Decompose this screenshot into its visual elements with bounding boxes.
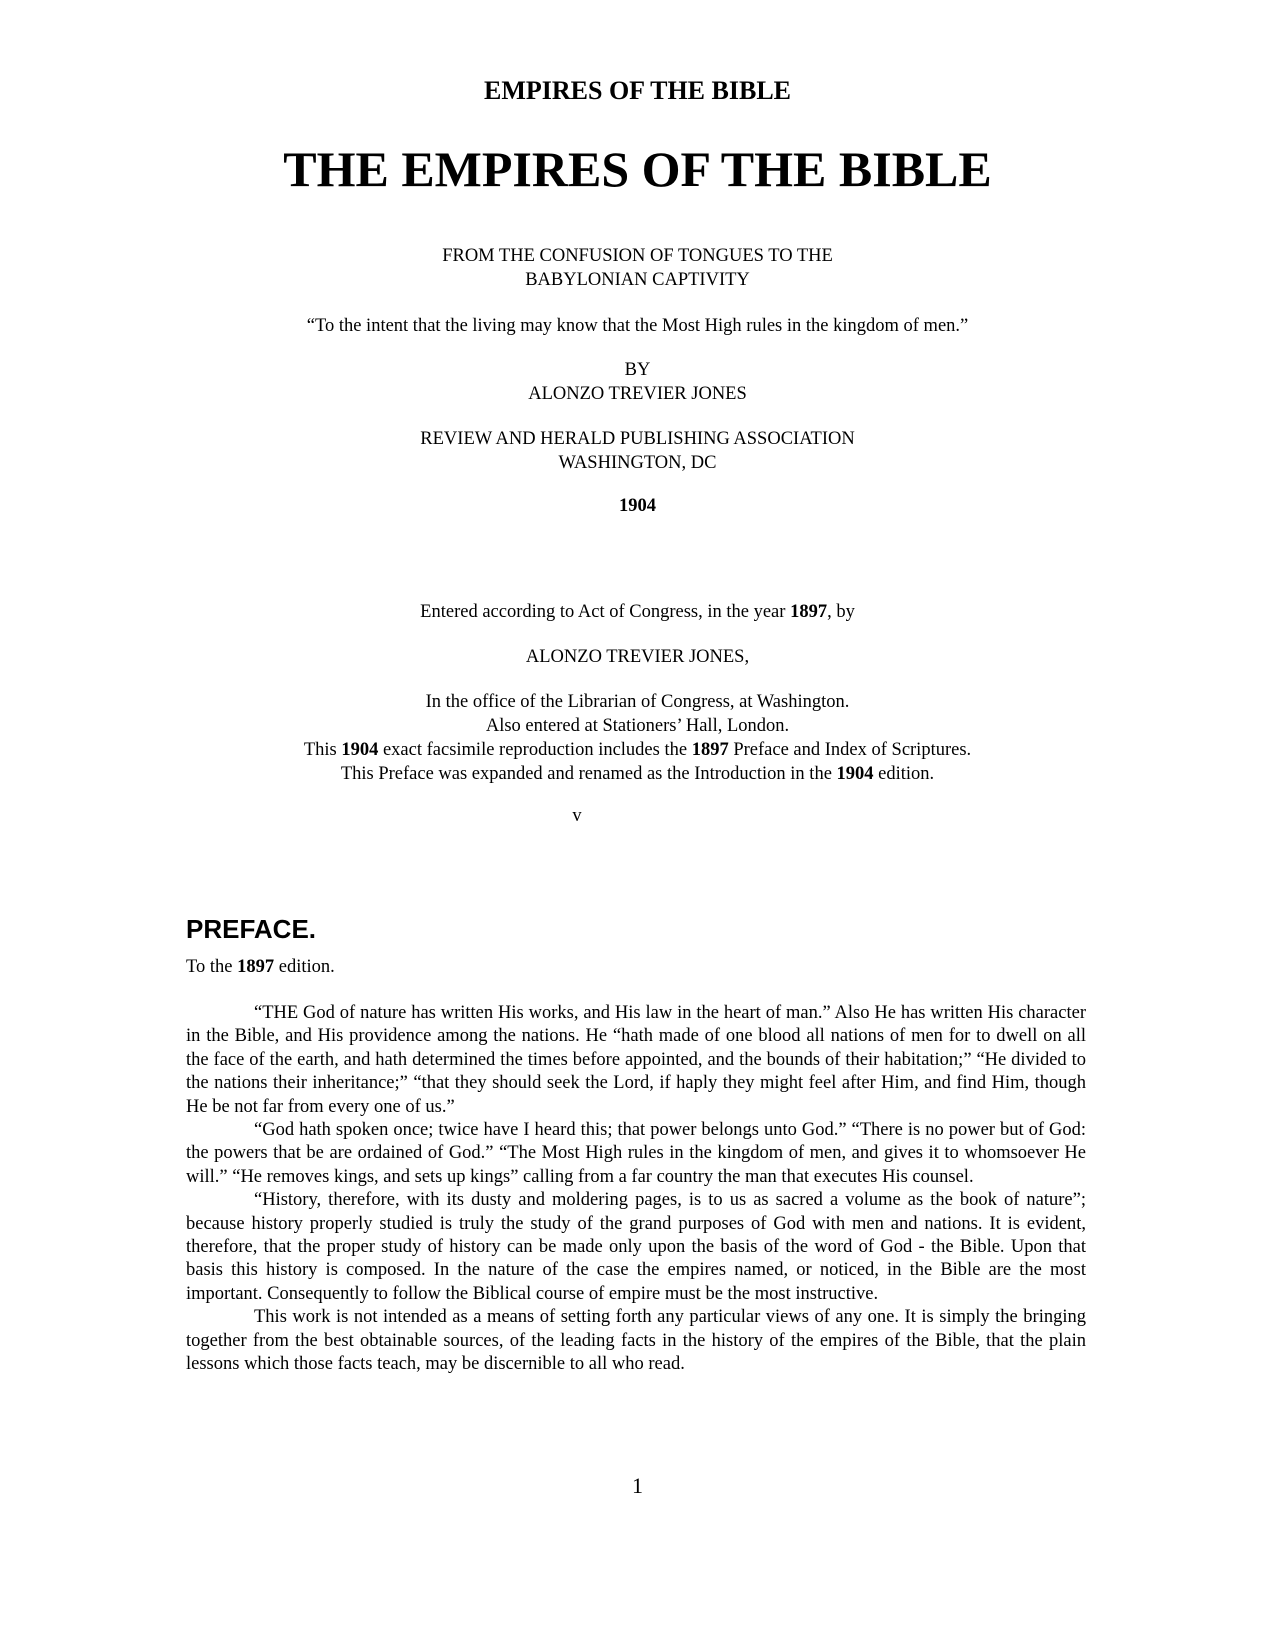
roman-page-number: v <box>572 806 582 826</box>
facsimile-text-a: This <box>303 740 342 760</box>
preface-paragraph-1: “THE God of nature has written His works, and His law in the heart of man.” Also He has written His character in the Bible, and His providence among the nations. He “hath made of one blood all nations of men for to dwell on all the face of the earth, and hath determined the times before appointed, and the bounds of their habitation;” “He divided to the nations their inheritance;” “that they should seek the Lord, if haply they might feel after Him, and find Him, though He be not far from every one of us.” <box>186 1003 1086 1117</box>
by-label: BY <box>624 360 651 380</box>
office-line: In the office of the Librarian of Congress, at Washington. <box>425 692 850 712</box>
expanded-text-c: edition. <box>873 764 935 784</box>
expanded-year: 1904 <box>836 764 874 784</box>
expanded-line <box>0 762 1275 786</box>
entered-by: , by <box>827 602 855 622</box>
publisher <box>0 427 1275 475</box>
running-header: EMPIRES OF THE BIBLE <box>483 76 792 105</box>
facsimile-text-c: exact facsimile reproduction includes the <box>378 740 692 760</box>
page-number: 1 <box>632 1473 643 1498</box>
facsimile-text-e: Preface and Index of Scriptures. <box>728 740 972 760</box>
edition-text-a: To the <box>186 957 238 977</box>
byline <box>0 358 1275 406</box>
preface-heading: PREFACE. <box>186 914 317 944</box>
expanded-text-a: This Preface was expanded and renamed as the Introduction in the <box>340 764 837 784</box>
preface-paragraph-2: “God hath spoken once; twice have I heard this; that power belongs unto God.” “There is no power but of God: the powers that be are ordained of God.” “The Most High rules in the kingdom of men, and gives it to whomsoever He will.” “He removes kings, and sets up kings” calling from a far country the man that executes His counsel. <box>186 1120 1086 1187</box>
edition-year: 1897 <box>237 957 275 977</box>
copyright-author: ALONZO TREVIER JONES, <box>525 647 750 667</box>
publisher-city: WASHINGTON, DC <box>558 453 717 473</box>
book-title: THE EMPIRES OF THE BIBLE <box>283 141 992 197</box>
subtitle-line-2: BABYLONIAN CAPTIVITY <box>525 270 750 290</box>
entered-text: Entered according to Act of Congress, in the year <box>420 602 791 622</box>
facsimile-line <box>0 738 1275 762</box>
epigraph: “To the intent that the living may know that the Most High rules in the kingdom of men.” <box>306 316 969 336</box>
preface-edition-note <box>186 957 1086 978</box>
stationers-line: Also entered at Stationers’ Hall, London. <box>485 716 790 736</box>
publisher-name: REVIEW AND HERALD PUBLISHING ASSOCIATION <box>420 429 855 449</box>
facsimile-year-1897: 1897 <box>691 740 729 760</box>
facsimile-year-1904: 1904 <box>341 740 379 760</box>
preface-paragraph-4: This work is not intended as a means of setting forth any particular views of any one. It is simply the bringing together from the best obtainable sources, of the leading facts in the history of the empires of the Bible, that the plain lessons which those facts teach, may be discernible to all who read. <box>186 1307 1086 1375</box>
copyright-notes <box>0 690 1275 786</box>
subtitle-line-1: FROM THE CONFUSION OF TONGUES TO THE <box>442 246 833 266</box>
subtitle <box>0 244 1275 292</box>
publication-year: 1904 <box>619 496 656 516</box>
preface-body <box>186 1002 1086 1377</box>
entered-year: 1897 <box>790 602 828 622</box>
edition-text-b: edition. <box>274 957 335 977</box>
copyright-entered <box>0 600 1275 624</box>
preface-paragraph-3: “History, therefore, with its dusty and moldering pages, is to us as sacred a volume as the book of nature”; because history properly studied is truly the study of the grand purposes of God with men and nations. It is evident, therefore, that the proper study of history can be made only upon the basis of the word of God - the Bible. Upon that basis this history is composed. In the nature of the case the empires named, or noticed, in the Bible are the most important. Consequently to follow the Biblical course of empire must be the most instructive. <box>186 1190 1086 1304</box>
author-name: ALONZO TREVIER JONES <box>528 384 747 404</box>
